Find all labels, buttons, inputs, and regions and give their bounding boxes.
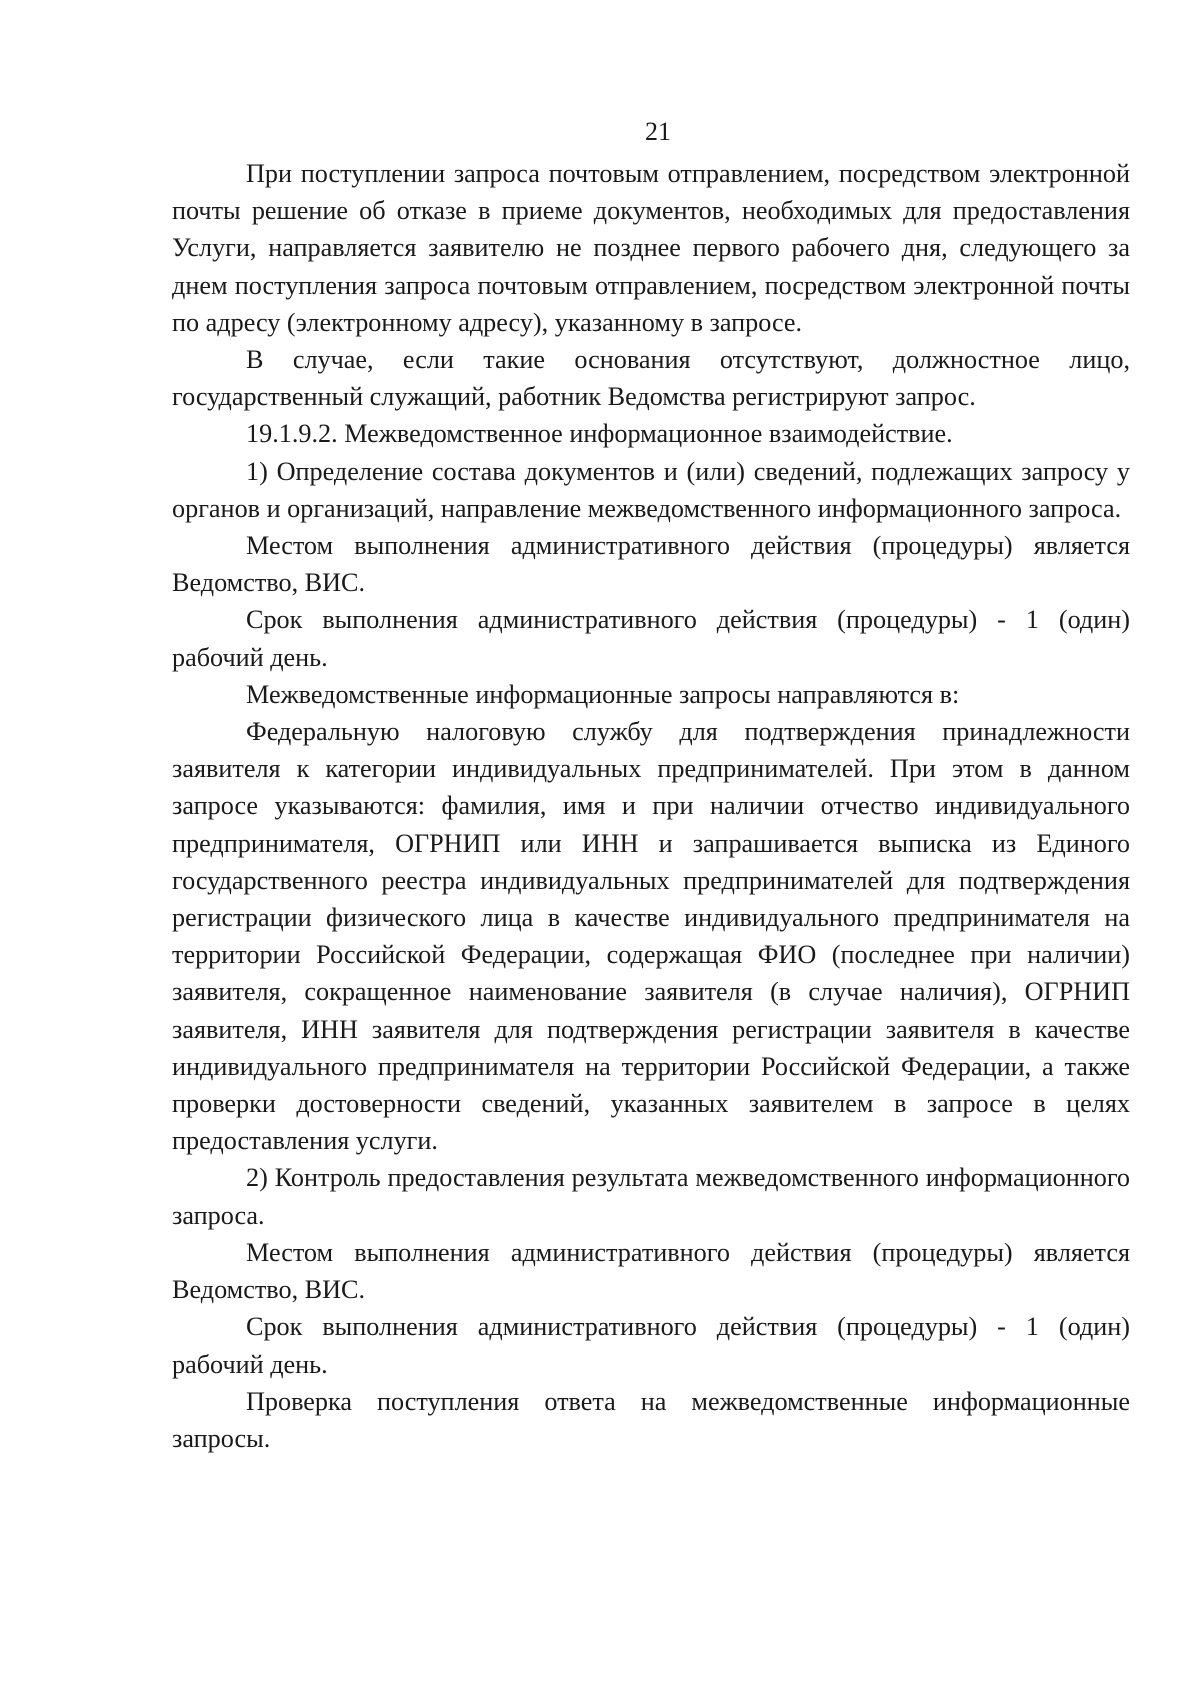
- paragraph-step-1: 1) Определение состава документов и (или) сведений, подлежащих запросу у органов и организаций, направление межведомственного информационного запроса.: [172, 456, 1130, 523]
- page-number: 21: [645, 117, 671, 146]
- paragraph-place-2: Местом выполнения административного действия (процедуры) является Ведомство, ВИС.: [172, 1237, 1130, 1305]
- paragraph-mail-refusal: При поступлении запроса почтовым отправлением, посредством электронной почты решение об отказе в приеме документов, необходимых для предоставления Услуги, направляется заявителю не позднее первого рабочего дня, следующего за днем поступления запроса почтовым отправлением, посредством электронной почты по адресу (электронному адресу), указанному в запросе.: [172, 159, 1130, 337]
- document-body: [172, 155, 1130, 1457]
- paragraph-tax-service: Федеральную налоговую службу для подтверждения принадлежности заявителя к категории индивидуальных предпринимателей. При этом в данном запросе указываются: фамилия, имя и при наличии отчество индивидуального предпринимателя, ОГРНИП или ИНН и запрашивается выписка из Единого государственного реестра индивидуальных предпринимателей для подтверждения регистрации физического лица в качестве индивидуального предпринимателя на территории Российской Федерации, содержащая ФИО (последнее при наличии) заявителя, сокращенное наименование заявителя (в случае наличия), ОГРНИП заявителя, ИНН заявителя для подтверждения регистрации заявителя в качестве индивидуального предпринимателя на территории Российской Федерации, а также проверки достоверности сведений, указанных заявителем в запросе в целях предоставления услуги.: [172, 717, 1130, 1156]
- section-heading-19-1-9-2: 19.1.9.2. Межведомственное информационное взаимодействие.: [246, 419, 953, 449]
- paragraph-requests-sent-to: Межведомственные информационные запросы направляются в:: [246, 679, 960, 709]
- paragraph-place-1: Местом выполнения административного действия (процедуры) является Ведомство, ВИС.: [172, 531, 1130, 598]
- paragraph-term-1: Срок выполнения административного действия (процедуры) - 1 (один) рабочий день.: [172, 605, 1130, 672]
- paragraph-check-response: Проверка поступления ответа на межведомственные информационные запросы.: [172, 1386, 1130, 1453]
- paragraph-term-2: Срок выполнения административного действия (процедуры) - 1 (один) рабочий день.: [172, 1312, 1130, 1379]
- paragraph-registration: В случае, если такие основания отсутствуют, должностное лицо, государственный служащий, работник Ведомства регистрируют запрос.: [172, 345, 1130, 412]
- paragraph-step-2: 2) Контроль предоставления результата межведомственного информационного запроса.: [172, 1163, 1130, 1230]
